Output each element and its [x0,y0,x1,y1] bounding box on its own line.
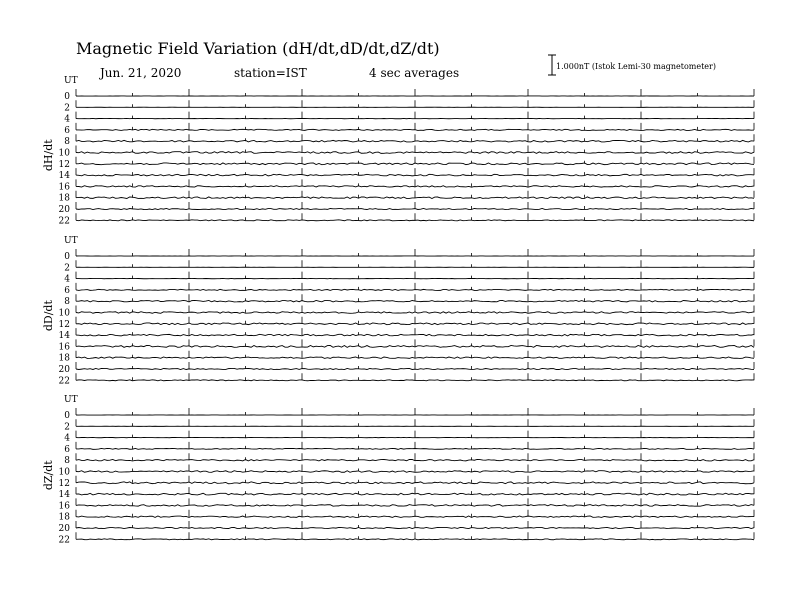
station-label: station=IST [234,66,307,80]
hour-label: 10 [58,148,70,159]
chart-title: Magnetic Field Variation (dH/dt,dD/dt,dZ/dt) [76,39,440,58]
hour-label: 12 [58,319,70,330]
hour-label: 14 [58,490,70,501]
hour-label: 12 [58,159,70,170]
hour-label: 14 [58,171,70,182]
hour-label: 4 [64,274,70,285]
panel-ylabel: dZ/dt [42,460,55,491]
hour-label: 20 [58,205,70,215]
hour-label: 12 [58,478,70,489]
hour-label: 22 [58,376,70,387]
hour-label: 22 [58,216,70,227]
panel-ylabel: dD/dt [42,300,55,332]
hour-label: 8 [64,456,70,467]
hour-label: 4 [64,433,70,444]
hour-label: 8 [64,137,70,148]
hour-label: 18 [58,512,70,523]
hour-label: 2 [64,263,70,274]
ut-label: UT [64,236,78,246]
hour-label: 4 [64,114,70,125]
hour-label: 0 [64,411,70,421]
panels [42,76,754,545]
hour-label: 2 [64,103,70,114]
panel-2 [42,395,754,545]
hour-label: 14 [58,331,70,342]
panel-1 [42,236,754,386]
hour-label: 16 [58,182,70,193]
hour-label: 2 [64,422,70,433]
ut-label: UT [64,76,78,86]
hour-label: 18 [58,193,70,204]
hour-label: 10 [58,467,70,478]
hour-label: 20 [58,524,70,534]
hour-label: 6 [64,125,70,136]
hour-label: 16 [58,342,70,353]
panel-ylabel: dH/dt [42,139,55,172]
ut-label: UT [64,395,78,405]
date-label: Jun. 21, 2020 [100,66,182,80]
hour-label: 22 [58,535,70,546]
scale-bar-label: 1.000nT (Istok Lemi-30 magnetometer) [556,62,716,71]
hour-label: 8 [64,297,70,308]
hour-label: 18 [58,353,70,364]
hour-label: 20 [58,365,70,375]
hour-label: 6 [64,444,70,455]
panel-0 [42,76,754,226]
hour-label: 10 [58,308,70,319]
averages-label: 4 sec averages [369,66,460,80]
scale-bar [548,55,716,75]
hour-label: 0 [64,252,70,262]
hour-label: 16 [58,501,70,512]
hour-label: 6 [64,285,70,296]
hour-label: 0 [64,92,70,102]
